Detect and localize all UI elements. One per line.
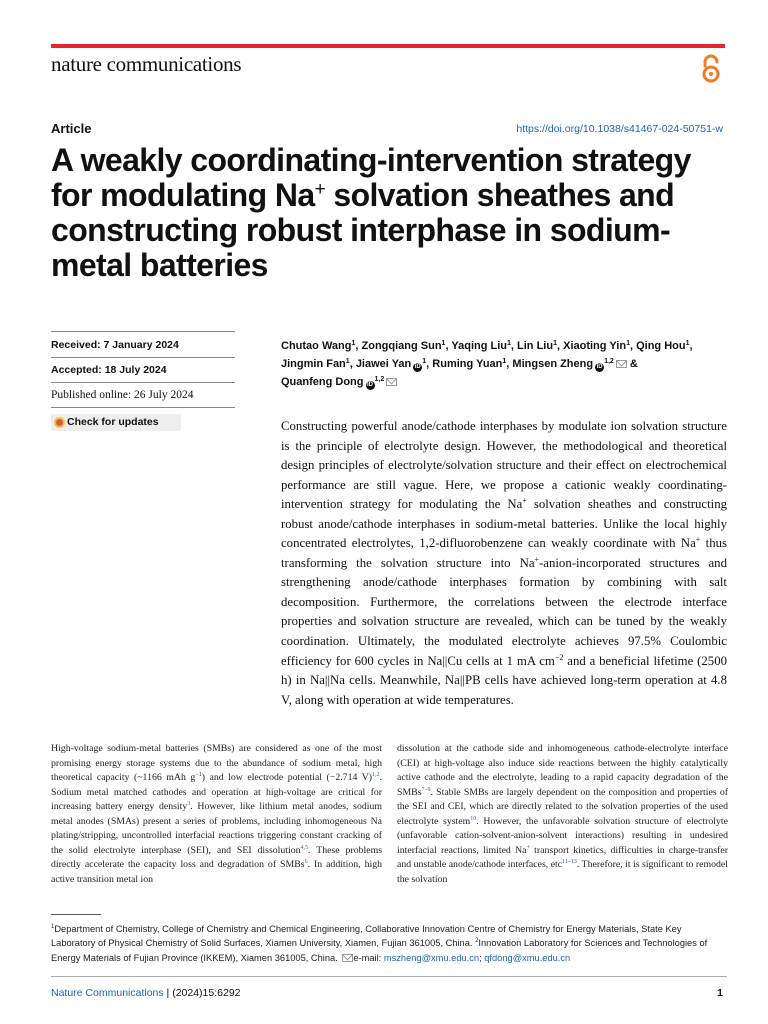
author-name[interactable]: Qing Hou [636, 340, 686, 352]
abstract: Constructing powerful anode/cathode interphases by modulate ion solvation structure is the principle of electrolyte design. However, the methodological and theoretical design principles of electrolyte/solvation structure and their effect on electrochemical performance are still vague. Here, we propose a cationic weakly coordinating-intervention strategy for modulating the Na+ solvation sheathes and constructing robust anode/cathode interphases in sodium-metal batteries. Unlike the local highly concentrated electrolytes, 1,2-difluorobenzene can weakly coordinate with Na+ thus transforming the solvation structure into Na+-anion-incorporated structures and strengthening anode/cathode interphases formation by combining with salt decomposition. Furthermore, the correlations between the electrode interface properties and solvation structure are revealed, which can be tuned by the weakly coordination. Ultimately, the modulated electrolyte achieves 97.5% Coulombic efficiency for 600 cycles in Na||Cu cells at 1 mA $cm^{-2}$ and a beneficial lifetime (2500 h) in Na||Na cells. Meanwhile, Na||PB cells have achieved long-term operation at 4.8 V, along with operation at wide temperatures. [281, 419, 727, 707]
email-link[interactable]: qfdong@xmu.edu.cn [484, 952, 571, 963]
published-date: Published online: 26 July 2024 [51, 389, 194, 401]
author-name[interactable]: Quanfeng Dong [281, 376, 364, 388]
orcid-icon[interactable]: iD [414, 364, 421, 370]
footnote-divider [51, 914, 101, 915]
author-name[interactable]: Chutao Wang [281, 340, 352, 352]
author-name[interactable]: Yaqing Liu [451, 340, 507, 352]
footer-journal-link[interactable]: Nature Communications [51, 987, 164, 999]
journal-accent-bar [51, 44, 725, 48]
reference-link[interactable]: 6 [304, 859, 308, 866]
meta-divider [51, 382, 235, 383]
orcid-icon[interactable]: iD [596, 364, 603, 370]
reference-link[interactable]: 7–9 [421, 786, 431, 793]
meta-divider [51, 407, 235, 408]
affiliations-footnote: $^1$Department of Chemistry, College of Chemistry and Chemical Engineering, Collaborative Innovation Centre of Chemistry for Energy Materials, State Key Laboratory of Physical Chemistry of Solid Surfaces, Xiamen University, Xiamen, Fujian 361005, China. $^2$Innovation Laboratory for Sciences and Technologies of Energy Materials of Fujian Province (IKKEM), Xiamen 361005, China. e-mail: mszheng@xmu.edu.cn; qfdong@xmu.edu.cn [51, 924, 708, 963]
author-name[interactable]: Xiaoting Yin [563, 340, 627, 352]
footer-citation: Nature Communications | (2024)15:6292 [51, 987, 241, 999]
author-name[interactable]: Jiawei Yan [355, 358, 412, 370]
meta-divider [51, 331, 235, 332]
orcid-icon[interactable]: iD [367, 382, 373, 388]
reference-link[interactable]: 1,2 [372, 772, 380, 779]
meta-divider [51, 357, 235, 358]
author-name[interactable]: Lin Liu [517, 340, 554, 352]
email-icon[interactable] [616, 360, 627, 368]
author-name[interactable]: Ruming Yuan [432, 358, 503, 370]
journal-name[interactable]: nature communications [51, 52, 242, 76]
doi-link[interactable]: https://doi.org/10.1038/s41467-024-50751-w [516, 123, 723, 135]
article-type-label: Article [51, 121, 92, 136]
open-access-icon [699, 54, 723, 84]
check-for-updates-button[interactable]: Check for updates [51, 414, 181, 431]
accepted-date: Accepted: 18 July 2024 [51, 364, 167, 376]
article-title: A weakly coordinating-intervention strategy for modulating Na+ solvation sheathes and constructing robust interphase in sodium-metal batteries [51, 142, 691, 283]
body-text-left-column: High-voltage sodium-metal batteries (SMBs) are considered as one of the most promising energy storage systems due to the abundance of sodium metal, high theoretical capacity (~1166 mAh $g^{-1}$) and low electrode potential (−2.714 V)$^{1,2}$. Sodium metal matched cathodes and operation at high-voltage are critical for increasing battery energy density$^3$. However, like lithium metal anodes, sodium metal anodes (SMAs) present a series of problems, including inhomogeneous Na plating/stripping, uncontrolled interfacial reactions triggering constant cracking of the solid electrolyte interphase (SEI), and SEI dissolution$^{4,5}$. These problems directly accelerate the capacity loss and degradation of SMBs$^6$. In addition, high active transition metal ion [51, 743, 383, 885]
reference-link[interactable]: 3 [187, 801, 191, 808]
body-text-right-column: dissolution at the cathode side and inhomogeneous cathode-electrolyte interface (CEI) at high-voltage also induce side reactions between the highly catalytically active cathode and the electrolyte, leading to a rapid capacity degradation of the SMBs$^{7-9}$. Stable SMBs are largely dependent on the composition and properties of the SEI and CEI, which are directly related to the solvation properties of the used electrolyte system$^{10}$. However, the unfavorable solvation structure of electrolyte (unfavorable cation-solvent-anion-solvent interactions) resulting in undesired interfacial reactions, limited Na+ transport kinetics, difficulties in charge-transfer and unstable anode/cathode interfaces, etc$^{11-13}$. Therefore, it is significant to remodel the solvation [397, 743, 728, 885]
author-name[interactable]: Jingmin Fan [281, 358, 346, 370]
email-icon[interactable] [386, 378, 397, 386]
crossmark-icon [54, 417, 65, 428]
email-icon [342, 954, 353, 962]
footer-divider [51, 976, 727, 977]
reference-link[interactable]: 10 [470, 815, 477, 822]
author-name[interactable]: Mingsen Zheng [512, 358, 594, 370]
received-date: Received: 7 January 2024 [51, 339, 179, 351]
page-number: 1 [717, 987, 723, 999]
reference-link[interactable]: 4,5 [300, 844, 309, 851]
author-list: Chutao Wang$^1$, Zongqiang Sun$^1$, Yaqing Liu$^1$, Lin Liu$^1$, Xiaoting Yin$^1$, Qing Hou$^1$, Jingmin Fan$^1$, Jiawei Yan $iD^1$, Ruming Yuan$^1$, Mingsen Zheng iD$^{1,2}$ & Quanfeng Dong iD$^{1,2}$ [281, 340, 693, 388]
email-link[interactable]: mszheng@xmu.edu.cn [383, 952, 480, 963]
author-name[interactable]: Zongqiang Sun [361, 340, 442, 352]
reference-link[interactable]: 11–13 [562, 859, 577, 866]
